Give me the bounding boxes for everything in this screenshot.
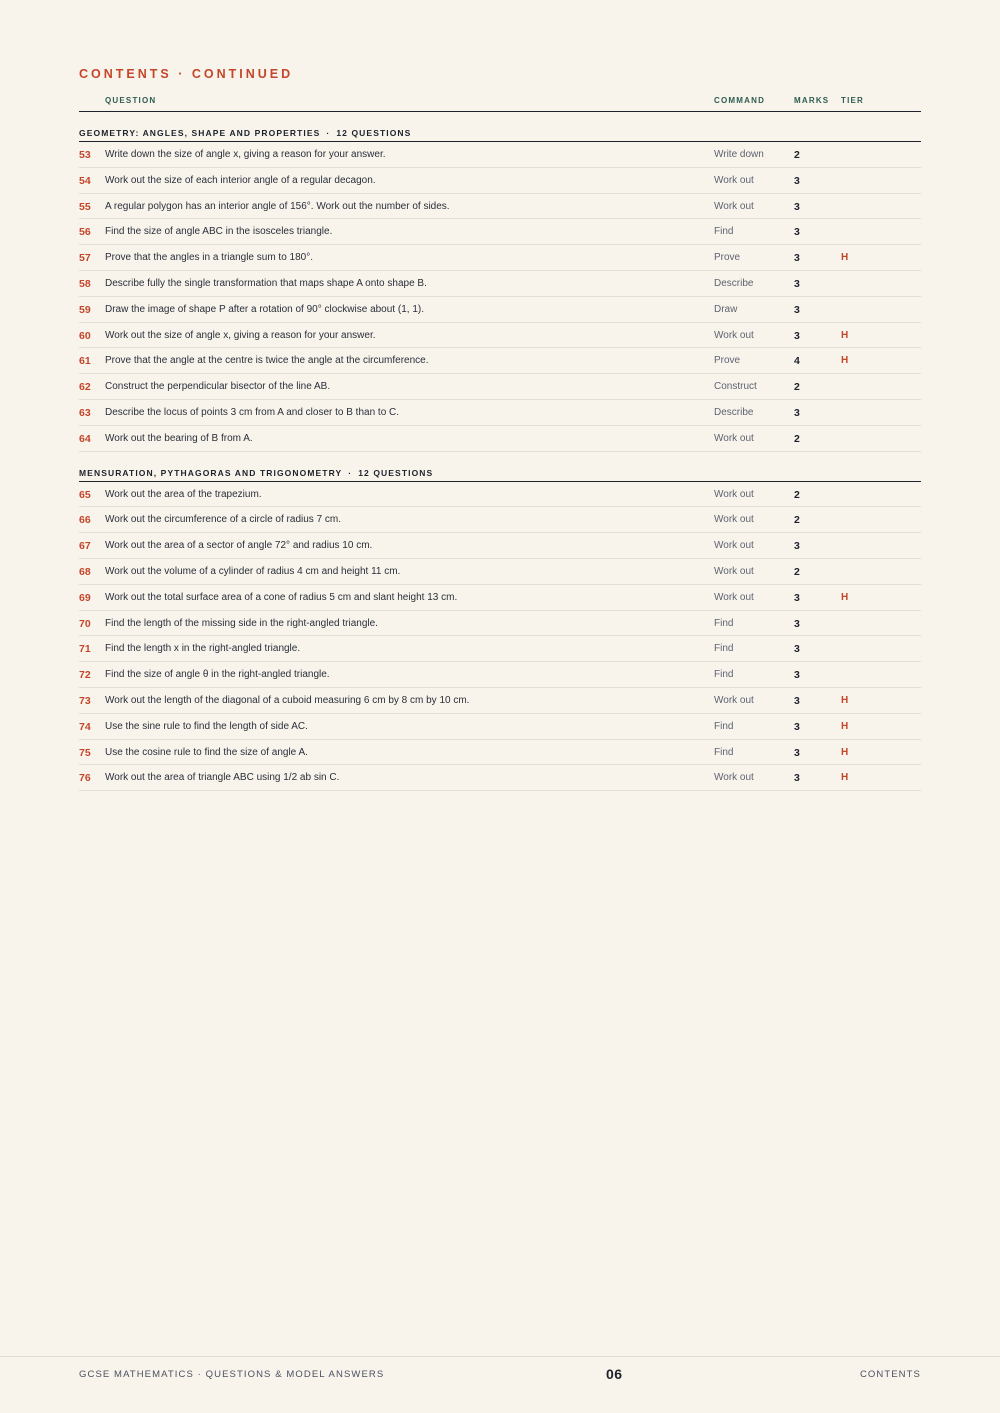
question-row xyxy=(79,348,921,374)
section-title xyxy=(79,465,921,482)
section-title-separator: · xyxy=(326,128,331,138)
command-word: Find xyxy=(714,643,734,655)
question-row xyxy=(79,714,921,740)
command-word: Work out xyxy=(714,329,754,341)
question-row xyxy=(79,374,921,400)
sections-container xyxy=(79,125,921,791)
contents-kicker: CONTENTS · CONTINUED xyxy=(79,67,294,81)
command-word: Work out xyxy=(714,432,754,444)
marks-value: 3 xyxy=(794,277,800,290)
question-text: Work out the area of the trapezium. xyxy=(105,488,262,500)
question-number: 54 xyxy=(79,174,91,187)
column-header-command: COMMAND xyxy=(714,96,766,105)
question-text: Work out the size of angle x, giving a reason for your answer. xyxy=(105,329,376,341)
section-title-separator: · xyxy=(348,467,353,478)
question-text: Work out the length of the diagonal of a cuboid measuring 6 cm by 8 cm by 10 cm. xyxy=(105,694,470,706)
command-word: Work out xyxy=(714,174,754,186)
command-word: Prove xyxy=(714,355,741,367)
question-number: 76 xyxy=(79,772,91,785)
marks-value: 4 xyxy=(794,355,800,368)
command-word: Work out xyxy=(714,565,754,577)
command-word: Draw xyxy=(714,303,738,315)
question-number: 72 xyxy=(79,669,91,682)
question-number: 61 xyxy=(79,355,91,368)
question-number: 53 xyxy=(79,149,91,161)
command-word: Find xyxy=(714,617,734,629)
question-row xyxy=(79,507,921,533)
footer-page-number: 06 xyxy=(606,1366,623,1382)
question-text: Describe the locus of points 3 cm from A and closer to B than to C. xyxy=(105,406,400,418)
marks-value: 3 xyxy=(794,174,800,187)
marks-value: 3 xyxy=(794,200,800,213)
question-text: Prove that the angle at the centre is twice the angle at the circumference. xyxy=(105,355,429,367)
marks-value: 2 xyxy=(794,488,800,501)
question-row xyxy=(79,271,921,297)
question-text: Prove that the angles in a triangle sum to 180°. xyxy=(105,252,314,264)
question-number: 73 xyxy=(79,694,91,707)
marks-value: 3 xyxy=(794,746,800,759)
footer-section-name: CONTENTS xyxy=(859,1369,921,1380)
footer-divider xyxy=(0,1356,1000,1357)
tier-badge: H xyxy=(841,355,849,367)
question-row xyxy=(79,194,921,220)
question-text: A regular polygon has an interior angle of 156°. Work out the number of sides. xyxy=(105,200,450,212)
question-text: Describe fully the single transformation that maps shape A onto shape B. xyxy=(105,277,427,289)
question-text: Write down the size of angle x, giving a reason for your answer. xyxy=(105,149,386,160)
question-text: Use the sine rule to find the length of side AC. xyxy=(105,720,308,732)
command-word: Find xyxy=(714,720,734,732)
question-row xyxy=(79,688,921,714)
marks-value: 2 xyxy=(794,565,800,578)
section xyxy=(79,465,921,792)
question-number: 56 xyxy=(79,226,91,239)
question-text: Work out the area of a sector of angle 72° and radius 10 cm. xyxy=(105,540,373,552)
question-number: 66 xyxy=(79,514,91,527)
question-text: Work out the size of each interior angle of a regular decagon. xyxy=(105,174,376,186)
question-row xyxy=(79,482,921,508)
tier-badge: H xyxy=(841,694,849,706)
question-number: 75 xyxy=(79,746,91,759)
question-row xyxy=(79,585,921,611)
question-number: 64 xyxy=(79,432,91,445)
question-number: 55 xyxy=(79,200,91,213)
question-number: 67 xyxy=(79,540,91,553)
marks-value: 3 xyxy=(794,540,800,553)
question-row xyxy=(79,662,921,688)
marks-value: 3 xyxy=(794,772,800,785)
question-number: 70 xyxy=(79,617,91,630)
column-header-marks: MARKS xyxy=(794,96,830,105)
question-row xyxy=(79,636,921,662)
command-word: Work out xyxy=(714,694,754,706)
marks-value: 3 xyxy=(794,303,800,316)
tier-badge: H xyxy=(841,252,849,264)
column-header-row xyxy=(79,92,921,112)
question-row xyxy=(79,400,921,426)
tier-badge: H xyxy=(841,329,849,341)
marks-value: 2 xyxy=(794,432,800,445)
question-text: Find the size of angle θ in the right-angled triangle. xyxy=(105,669,330,681)
contents-table xyxy=(79,92,921,791)
question-text: Find the length x in the right-angled triangle. xyxy=(105,643,301,655)
command-word: Describe xyxy=(714,277,754,289)
question-row xyxy=(79,297,921,323)
question-text: Work out the total surface area of a cone of radius 5 cm and slant height 13 cm. xyxy=(105,591,458,603)
section-title-text: MENSURATION, PYTHAGORAS AND TRIGONOMETRY xyxy=(79,467,343,478)
command-word: Work out xyxy=(714,200,754,212)
marks-value: 3 xyxy=(794,329,800,342)
question-row xyxy=(79,765,921,791)
question-number: 60 xyxy=(79,329,91,342)
question-text: Construct the perpendicular bisector of the line AB. xyxy=(105,381,331,393)
question-row xyxy=(79,559,921,585)
question-row xyxy=(79,142,921,168)
marks-value: 2 xyxy=(794,149,800,161)
question-number: 68 xyxy=(79,565,91,578)
command-word: Write down xyxy=(714,149,764,160)
tier-badge: H xyxy=(841,772,849,784)
question-text: Find the length of the missing side in the right-angled triangle. xyxy=(105,617,378,629)
command-word: Construct xyxy=(714,381,757,393)
command-word: Work out xyxy=(714,772,754,784)
footer-book-title: GCSE MATHEMATICS · QUESTIONS & MODEL ANSWERS xyxy=(79,1369,385,1380)
marks-value: 3 xyxy=(794,669,800,682)
tier-badge: H xyxy=(841,720,849,732)
tier-badge: H xyxy=(841,591,849,603)
question-number: 59 xyxy=(79,303,91,316)
marks-value: 2 xyxy=(794,381,800,394)
question-number: 57 xyxy=(79,252,91,265)
question-row xyxy=(79,323,921,349)
question-number: 63 xyxy=(79,406,91,419)
question-row xyxy=(79,219,921,245)
question-text: Work out the bearing of B from A. xyxy=(105,432,253,444)
question-text: Work out the volume of a cylinder of radius 4 cm and height 11 cm. xyxy=(105,565,401,577)
question-row xyxy=(79,740,921,766)
marks-value: 3 xyxy=(794,406,800,419)
command-word: Find xyxy=(714,226,734,238)
question-text: Use the cosine rule to find the size of angle A. xyxy=(105,746,308,758)
question-row xyxy=(79,426,921,452)
question-text: Find the size of angle ABC in the isosceles triangle. xyxy=(105,226,333,238)
section-question-count: 12 QUESTIONS xyxy=(336,128,412,138)
command-word: Work out xyxy=(714,514,754,526)
question-row xyxy=(79,533,921,559)
marks-value: 2 xyxy=(794,514,800,527)
command-word: Work out xyxy=(714,488,754,500)
marks-value: 3 xyxy=(794,591,800,604)
question-text: Draw the image of shape P after a rotation of 90° clockwise about (1, 1). xyxy=(105,303,424,315)
question-number: 65 xyxy=(79,488,91,501)
question-number: 58 xyxy=(79,277,91,290)
section xyxy=(79,125,921,452)
question-text: Work out the area of triangle ABC using 1/2 ab sin C. xyxy=(105,772,340,784)
command-word: Find xyxy=(714,746,734,758)
command-word: Work out xyxy=(714,591,754,603)
marks-value: 3 xyxy=(794,252,800,265)
question-number: 62 xyxy=(79,381,91,394)
marks-value: 3 xyxy=(794,694,800,707)
question-number: 69 xyxy=(79,591,91,604)
section-title-text: GEOMETRY: ANGLES, SHAPE AND PROPERTIES xyxy=(79,128,321,138)
column-header-question: QUESTION xyxy=(105,96,157,105)
marks-value: 3 xyxy=(794,720,800,733)
marks-value: 3 xyxy=(794,617,800,630)
command-word: Find xyxy=(714,669,734,681)
section-question-count: 12 QUESTIONS xyxy=(358,467,434,478)
command-word: Prove xyxy=(714,252,741,264)
command-word: Work out xyxy=(714,540,754,552)
question-row xyxy=(79,168,921,194)
marks-value: 3 xyxy=(794,643,800,656)
question-row xyxy=(79,611,921,637)
question-text: Work out the circumference of a circle of radius 7 cm. xyxy=(105,514,342,526)
question-number: 71 xyxy=(79,643,91,656)
question-row xyxy=(79,245,921,271)
column-header-tier: TIER xyxy=(841,96,865,105)
section-title xyxy=(79,125,921,142)
tier-badge: H xyxy=(841,746,849,758)
question-number: 74 xyxy=(79,720,91,733)
command-word: Describe xyxy=(714,406,754,418)
marks-value: 3 xyxy=(794,226,800,239)
